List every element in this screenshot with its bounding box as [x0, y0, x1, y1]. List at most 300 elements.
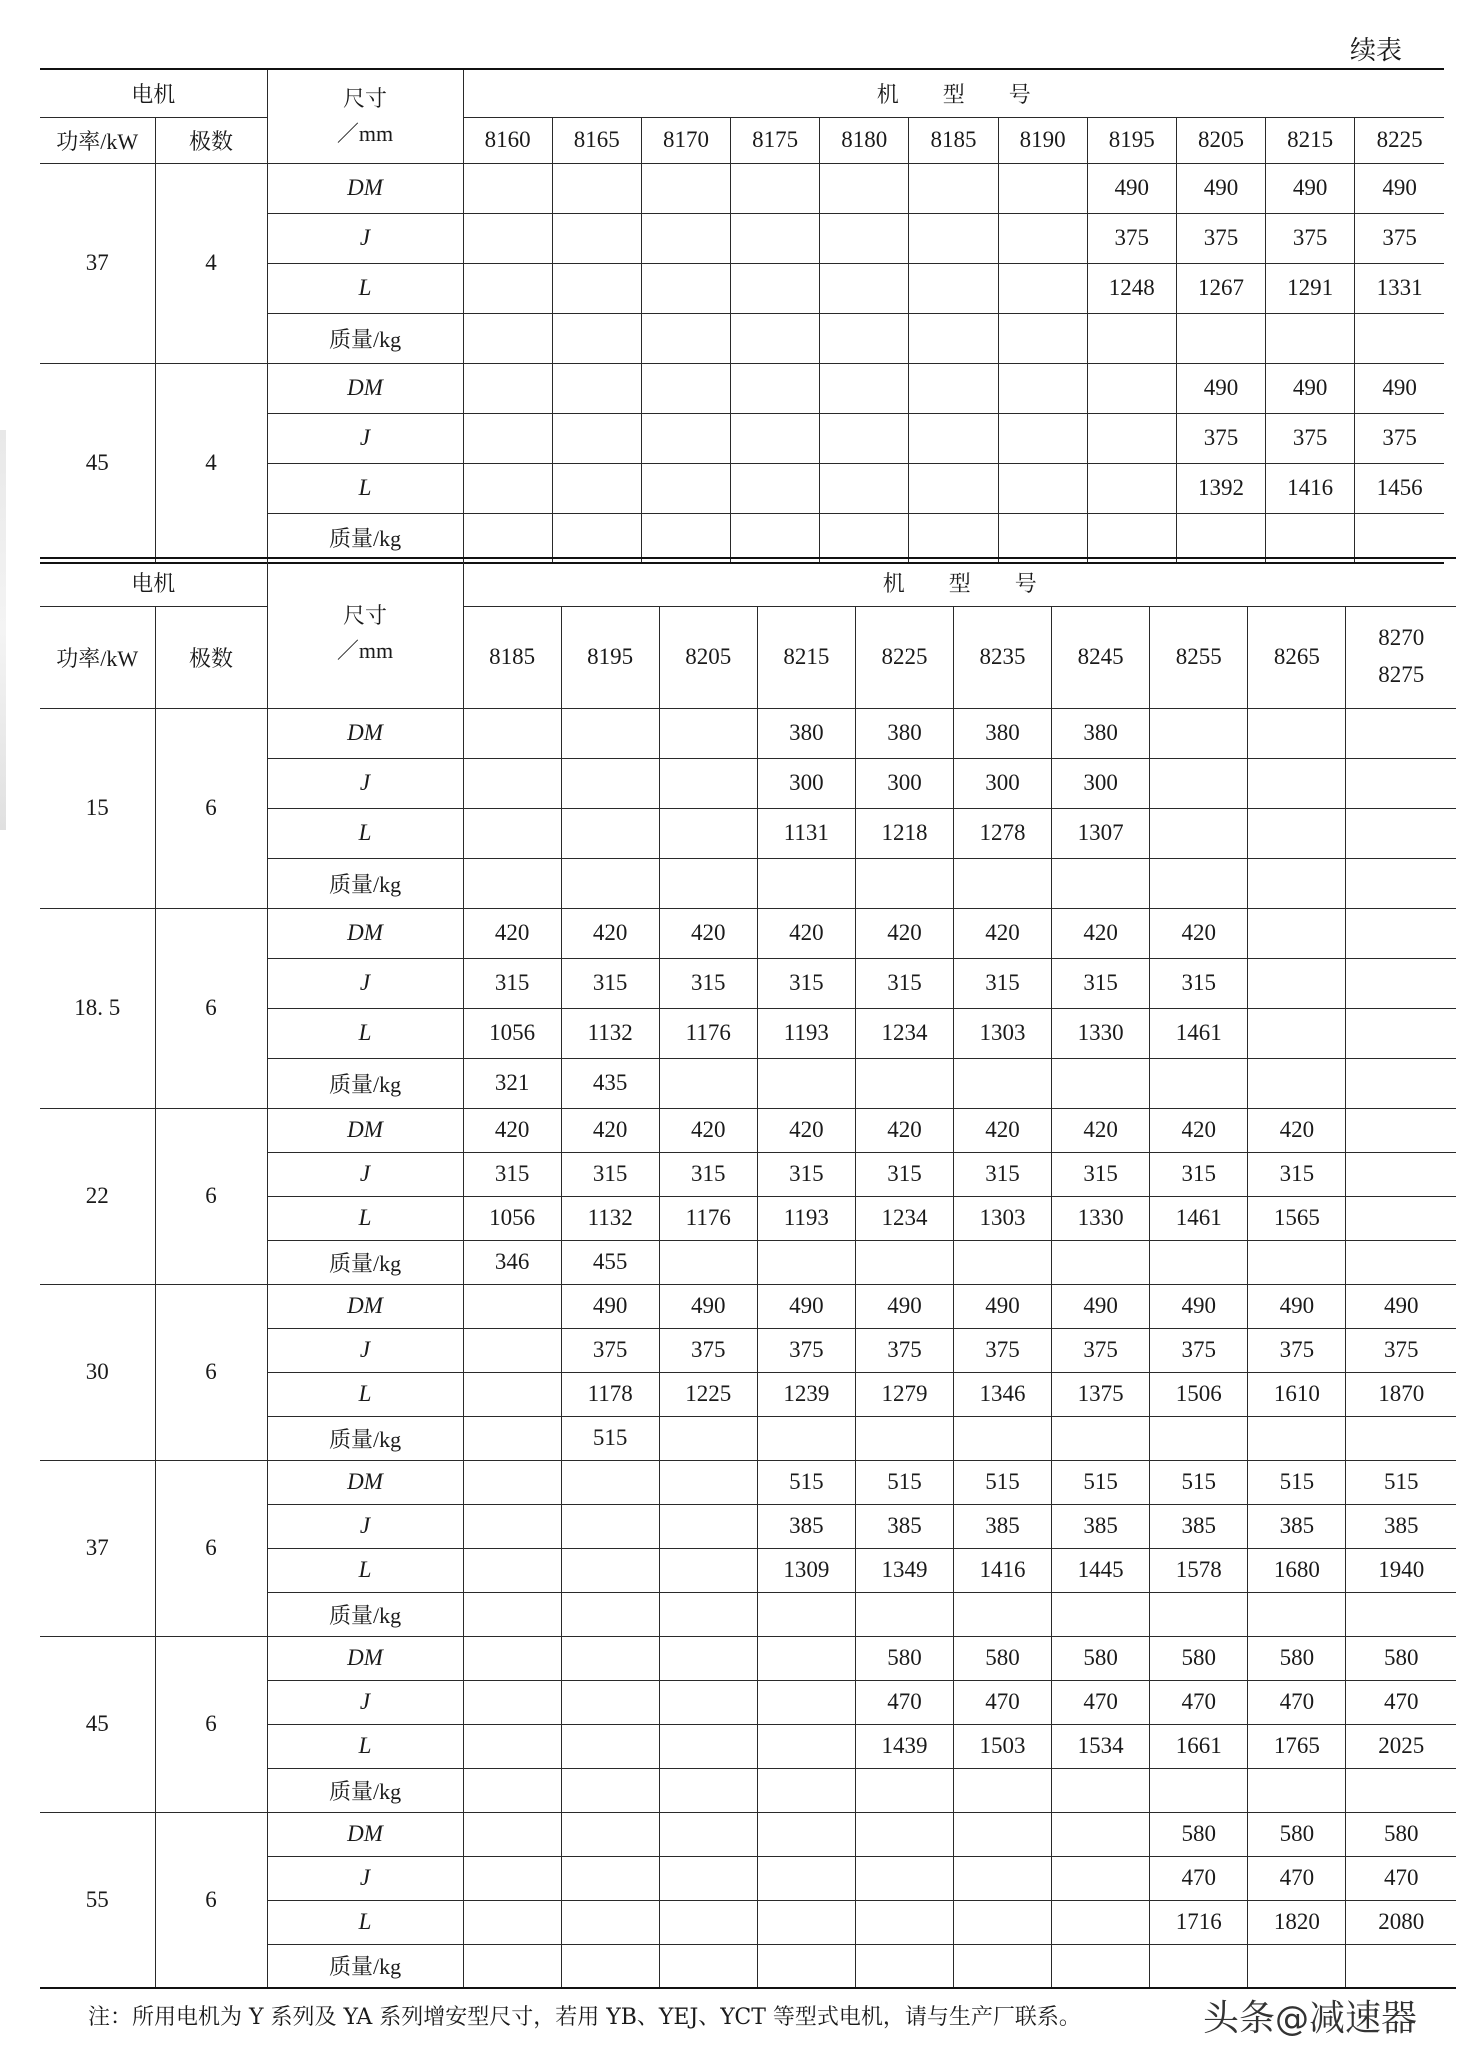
table-cell: 1716	[1150, 1900, 1248, 1944]
table-cell	[909, 313, 998, 363]
table-cell	[463, 1592, 561, 1636]
table-cell	[820, 363, 909, 413]
dimension-label: J	[267, 213, 463, 263]
table-cell	[659, 758, 757, 808]
table-cell	[659, 1768, 757, 1812]
table-cell: 490	[1052, 1284, 1150, 1328]
table-cell	[953, 1592, 1051, 1636]
table-cell: 515	[1052, 1460, 1150, 1504]
poles-header: 极数	[155, 606, 267, 708]
table-cell: 315	[1052, 958, 1150, 1008]
table-cell: 375	[953, 1328, 1051, 1372]
model-number: 8270 8275	[1346, 606, 1456, 708]
dimension-label: DM	[267, 1284, 463, 1328]
table-cell: 315	[1150, 958, 1248, 1008]
table-cell: 420	[561, 908, 659, 958]
table-cell	[659, 1416, 757, 1460]
table-cell: 375	[561, 1328, 659, 1372]
table-cell	[659, 1856, 757, 1900]
table-cell: 300	[855, 758, 953, 808]
table-cell: 1375	[1052, 1372, 1150, 1416]
table-cell	[463, 1460, 561, 1504]
table-cell: 375	[855, 1328, 953, 1372]
table-cell: 375	[1052, 1328, 1150, 1372]
table-cell	[731, 163, 820, 213]
table-row	[40, 1812, 1456, 1856]
table-cell: 1176	[659, 1008, 757, 1058]
table-cell	[1087, 513, 1176, 563]
poles-value: 6	[155, 708, 267, 908]
table-cell	[561, 1680, 659, 1724]
table-cell	[855, 1944, 953, 1988]
table-cell: 1331	[1355, 263, 1444, 313]
table-cell	[1150, 1592, 1248, 1636]
table-cell	[998, 363, 1087, 413]
table-cell: 1176	[659, 1196, 757, 1240]
model-number: 8205	[1176, 117, 1265, 163]
table-cell	[1248, 708, 1346, 758]
table-cell: 1870	[1346, 1372, 1456, 1416]
table-cell	[909, 463, 998, 513]
table-cell	[1248, 1416, 1346, 1460]
table-cell: 515	[1346, 1460, 1456, 1504]
table-row	[40, 708, 1456, 758]
table-cell: 1248	[1087, 263, 1176, 313]
table-cell: 1132	[561, 1196, 659, 1240]
table-cell	[463, 1724, 561, 1768]
power-value: 45	[40, 363, 155, 563]
model-number: 8215	[757, 606, 855, 708]
table-cell: 470	[1248, 1680, 1346, 1724]
table-cell: 470	[953, 1680, 1051, 1724]
dimension-label: J	[267, 758, 463, 808]
table-cell: 1291	[1266, 263, 1355, 313]
table-cell	[561, 1636, 659, 1680]
table-cell	[731, 413, 820, 463]
table-cell	[1150, 808, 1248, 858]
table-cell: 315	[953, 1152, 1051, 1196]
power-value: 37	[40, 163, 155, 363]
table-cell: 1820	[1248, 1900, 1346, 1944]
table-cell	[1150, 1944, 1248, 1988]
table-cell: 315	[1150, 1152, 1248, 1196]
dimension-label: J	[267, 1856, 463, 1900]
table-cell: 385	[757, 1504, 855, 1548]
table-cell	[1248, 908, 1346, 958]
table-cell: 1307	[1052, 808, 1150, 858]
dimension-label: L	[267, 1196, 463, 1240]
model-number: 8185	[463, 606, 561, 708]
dimension-label: L	[267, 1548, 463, 1592]
table-cell: 1330	[1052, 1196, 1150, 1240]
table-cell: 420	[1248, 1108, 1346, 1152]
footnote: 注：所用电机为 Y 系列及 YA 系列增安型尺寸，若用 YB、YEJ、YCT 等型式电机，请与生产厂联系。	[88, 2005, 1081, 2030]
table-cell	[463, 1284, 561, 1328]
table-cell: 2080	[1346, 1900, 1456, 1944]
table-cell	[820, 263, 909, 313]
table-cell: 315	[659, 958, 757, 1008]
table-cell: 515	[953, 1460, 1051, 1504]
table-cell	[1176, 513, 1265, 563]
table-cell	[1150, 1416, 1248, 1460]
table-cell	[561, 1592, 659, 1636]
table-cell: 470	[1346, 1680, 1456, 1724]
table-cell	[1346, 858, 1456, 908]
table-cell: 300	[953, 758, 1051, 808]
table-cell: 580	[855, 1636, 953, 1680]
table-row	[40, 1108, 1456, 1152]
dimension-label: DM	[267, 1460, 463, 1504]
table-cell	[953, 1768, 1051, 1812]
table-cell	[1052, 858, 1150, 908]
table-cell: 315	[953, 958, 1051, 1008]
table-cell: 490	[1248, 1284, 1346, 1328]
table-cell	[1052, 1416, 1150, 1460]
table-cell	[552, 413, 641, 463]
model-number: 8170	[641, 117, 730, 163]
table-cell	[463, 513, 552, 563]
table-cell: 470	[855, 1680, 953, 1724]
table-cell	[855, 1058, 953, 1108]
table-cell	[1052, 1856, 1150, 1900]
table-cell	[1248, 858, 1346, 908]
table-cell	[998, 413, 1087, 463]
model-number: 8175	[731, 117, 820, 163]
dimension-label: DM	[267, 363, 463, 413]
dimension-label: J	[267, 413, 463, 463]
table-cell: 1056	[463, 1196, 561, 1240]
table-row	[40, 1636, 1456, 1680]
power-value: 18. 5	[40, 908, 155, 1108]
dimension-label: DM	[267, 908, 463, 958]
watermark-name: 减速器	[1308, 1998, 1417, 2039]
table-cell	[552, 163, 641, 213]
table-cell: 315	[561, 958, 659, 1008]
table-cell	[1248, 1058, 1346, 1108]
dimension-label: 质量/kg	[267, 1058, 463, 1108]
table-cell: 490	[1176, 163, 1265, 213]
table-cell: 385	[1346, 1504, 1456, 1548]
table-cell: 420	[463, 1108, 561, 1152]
table-cell: 375	[659, 1328, 757, 1372]
poles-header: 极数	[155, 117, 267, 163]
table-cell	[757, 1636, 855, 1680]
table-cell: 1193	[757, 1196, 855, 1240]
table-cell: 420	[757, 1108, 855, 1152]
table-cell	[1052, 1944, 1150, 1988]
table-cell: 470	[1052, 1680, 1150, 1724]
table-cell	[1150, 1768, 1248, 1812]
table-cell	[463, 1416, 561, 1460]
table-cell	[561, 1900, 659, 1944]
table-cell	[855, 858, 953, 908]
model-number: 8190	[998, 117, 1087, 163]
dimension-label: J	[267, 1152, 463, 1196]
table-cell: 1506	[1150, 1372, 1248, 1416]
dimension-label: L	[267, 263, 463, 313]
table-cell: 1461	[1150, 1196, 1248, 1240]
table-cell	[1346, 1058, 1456, 1108]
table-cell: 1439	[855, 1724, 953, 1768]
dimension-label: J	[267, 958, 463, 1008]
poles-value: 6	[155, 1636, 267, 1812]
table-cell: 375	[1266, 413, 1355, 463]
table-cell	[820, 513, 909, 563]
table-cell: 1940	[1346, 1548, 1456, 1592]
table-cell	[757, 1680, 855, 1724]
table-cell	[1346, 808, 1456, 858]
table-cell	[757, 1416, 855, 1460]
table-cell: 1234	[855, 1196, 953, 1240]
table-cell	[463, 313, 552, 363]
table-cell: 515	[561, 1416, 659, 1460]
dimension-label: J	[267, 1680, 463, 1724]
table-cell	[1150, 858, 1248, 908]
table-cell: 380	[953, 708, 1051, 758]
table-cell	[641, 363, 730, 413]
table-cell	[1150, 1058, 1248, 1108]
table-cell: 470	[1346, 1856, 1456, 1900]
table-cell	[855, 1416, 953, 1460]
table-cell: 300	[757, 758, 855, 808]
table-cell	[1346, 758, 1456, 808]
table-cell: 580	[1052, 1636, 1150, 1680]
table-cell: 515	[757, 1460, 855, 1504]
table-cell: 515	[855, 1460, 953, 1504]
table-cell	[561, 758, 659, 808]
table-cell: 420	[757, 908, 855, 958]
power-value: 37	[40, 1460, 155, 1636]
table-cell	[552, 513, 641, 563]
dimension-label: L	[267, 1724, 463, 1768]
table-cell: 385	[1150, 1504, 1248, 1548]
table-cell: 490	[757, 1284, 855, 1328]
table-cell: 490	[1176, 363, 1265, 413]
table-cell	[953, 858, 1051, 908]
table-cell	[909, 163, 998, 213]
table-cell	[463, 1768, 561, 1812]
power-value: 45	[40, 1636, 155, 1812]
table-cell: 380	[1052, 708, 1150, 758]
table-cell	[659, 1460, 757, 1504]
table-cell	[909, 513, 998, 563]
table-cell	[757, 1944, 855, 1988]
dimension-label: L	[267, 463, 463, 513]
table-row	[40, 163, 1444, 213]
table-cell	[1248, 1240, 1346, 1284]
table-cell: 490	[1087, 163, 1176, 213]
model-number: 8195	[1087, 117, 1176, 163]
table-cell: 420	[953, 908, 1051, 958]
table-cell: 315	[659, 1152, 757, 1196]
header-row-1	[40, 558, 1456, 606]
table-cell	[757, 1592, 855, 1636]
table-cell	[1346, 708, 1456, 758]
table-cell: 420	[463, 908, 561, 958]
table-cell	[1052, 1058, 1150, 1108]
motor-header: 电机	[40, 69, 267, 117]
table-cell: 1565	[1248, 1196, 1346, 1240]
table-cell	[998, 513, 1087, 563]
table-cell: 580	[1248, 1812, 1346, 1856]
table-cell	[561, 1944, 659, 1988]
table-cell	[659, 1240, 757, 1284]
table-cell	[552, 263, 641, 313]
table-cell: 1503	[953, 1724, 1051, 1768]
size-header: 尺寸 ／mm	[267, 558, 463, 708]
table-cell	[561, 1812, 659, 1856]
table-cell	[953, 1856, 1051, 1900]
dimension-label: 质量/kg	[267, 313, 463, 363]
table-cell	[561, 1768, 659, 1812]
table-cell: 375	[1266, 213, 1355, 263]
table-cell	[1087, 463, 1176, 513]
table-cell: 435	[561, 1058, 659, 1108]
table-cell: 375	[1176, 413, 1265, 463]
table-cell	[641, 513, 730, 563]
table-cell	[463, 1856, 561, 1900]
table-cell	[659, 1900, 757, 1944]
model-number: 8235	[953, 606, 1051, 708]
table-cell	[757, 1812, 855, 1856]
table-cell	[463, 1636, 561, 1680]
table-cell: 1456	[1355, 463, 1444, 513]
table-cell	[1087, 313, 1176, 363]
table-cell	[463, 263, 552, 313]
header-row-1	[40, 69, 1444, 117]
table-cell	[1150, 1240, 1248, 1284]
model-number: 8160	[463, 117, 552, 163]
power-header: 功率/kW	[40, 117, 155, 163]
table-cell	[731, 213, 820, 263]
table-cell	[820, 463, 909, 513]
table-cell	[855, 1856, 953, 1900]
table-cell	[909, 363, 998, 413]
watermark-at: @	[1274, 1999, 1309, 2039]
table-cell: 1445	[1052, 1548, 1150, 1592]
table-cell	[731, 313, 820, 363]
table-cell	[855, 1240, 953, 1284]
table-cell: 490	[1266, 363, 1355, 413]
table-cell: 315	[463, 1152, 561, 1196]
table-cell	[1355, 513, 1444, 563]
table-cell	[463, 1944, 561, 1988]
table-cell	[659, 1504, 757, 1548]
poles-value: 6	[155, 908, 267, 1108]
table-cell	[757, 858, 855, 908]
table-cell: 375	[1248, 1328, 1346, 1372]
power-value: 30	[40, 1284, 155, 1460]
power-value: 15	[40, 708, 155, 908]
table-cell	[1346, 1152, 1456, 1196]
table-cell: 375	[1355, 413, 1444, 463]
table-cell	[659, 1058, 757, 1108]
dimension-label: 质量/kg	[267, 858, 463, 908]
table-cell	[855, 1812, 953, 1856]
table-cell	[463, 1504, 561, 1548]
table-cell	[1346, 1592, 1456, 1636]
poles-value: 4	[155, 163, 267, 363]
model-number: 8225	[855, 606, 953, 708]
table-cell: 2025	[1346, 1724, 1456, 1768]
table-cell: 375	[1355, 213, 1444, 263]
table-cell	[659, 1812, 757, 1856]
model-header: 机 型 号	[463, 558, 1456, 606]
model-number: 8225	[1355, 117, 1444, 163]
table-cell: 420	[1052, 908, 1150, 958]
table-cell: 315	[561, 1152, 659, 1196]
table-cell	[855, 1592, 953, 1636]
table-cell: 490	[1266, 163, 1355, 213]
dimension-label: 质量/kg	[267, 1944, 463, 1988]
dimension-label: 质量/kg	[267, 1768, 463, 1812]
table-cell: 315	[1248, 1152, 1346, 1196]
table-cell: 1056	[463, 1008, 561, 1058]
table-cell	[757, 1900, 855, 1944]
dimension-table-2	[40, 557, 1456, 1989]
table-cell: 1131	[757, 808, 855, 858]
table-cell: 580	[1150, 1812, 1248, 1856]
table-cell: 1239	[757, 1372, 855, 1416]
table-cell	[463, 363, 552, 413]
table-cell: 1534	[1052, 1724, 1150, 1768]
table-cell: 515	[1150, 1460, 1248, 1504]
table-cell: 490	[1355, 163, 1444, 213]
model-number: 8255	[1150, 606, 1248, 708]
table-cell	[1248, 808, 1346, 858]
table-cell	[463, 1900, 561, 1944]
table-cell: 580	[1346, 1636, 1456, 1680]
table-cell	[1346, 1944, 1456, 1988]
table-cell: 1303	[953, 1196, 1051, 1240]
model-number: 8195	[561, 606, 659, 708]
table-cell	[1176, 313, 1265, 363]
table-cell: 1349	[855, 1548, 953, 1592]
table-cell	[463, 758, 561, 808]
table-cell	[953, 1416, 1051, 1460]
table-cell: 1234	[855, 1008, 953, 1058]
table-cell	[757, 1240, 855, 1284]
table-cell: 420	[1052, 1108, 1150, 1152]
table-cell	[463, 808, 561, 858]
table-cell	[561, 808, 659, 858]
table-cell: 420	[561, 1108, 659, 1152]
table-cell: 1765	[1248, 1724, 1346, 1768]
table-cell	[1346, 1108, 1456, 1152]
table-cell: 1346	[953, 1372, 1051, 1416]
table-cell	[998, 263, 1087, 313]
table-cell	[757, 1724, 855, 1768]
table-cell: 470	[1248, 1856, 1346, 1900]
table-cell	[909, 413, 998, 463]
table-cell	[1346, 1240, 1456, 1284]
table-cell	[1087, 363, 1176, 413]
table-cell: 1461	[1150, 1008, 1248, 1058]
table-cell	[953, 1812, 1051, 1856]
table-cell	[641, 413, 730, 463]
poles-value: 6	[155, 1812, 267, 1988]
table-cell: 580	[953, 1636, 1051, 1680]
table-cell	[659, 1636, 757, 1680]
table-cell	[1355, 313, 1444, 363]
dimension-label: 质量/kg	[267, 1592, 463, 1636]
table-cell: 375	[1087, 213, 1176, 263]
table-cell	[1346, 908, 1456, 958]
table-cell	[998, 213, 1087, 263]
table-cell	[953, 1240, 1051, 1284]
table-cell: 455	[561, 1240, 659, 1284]
table-cell	[659, 1548, 757, 1592]
